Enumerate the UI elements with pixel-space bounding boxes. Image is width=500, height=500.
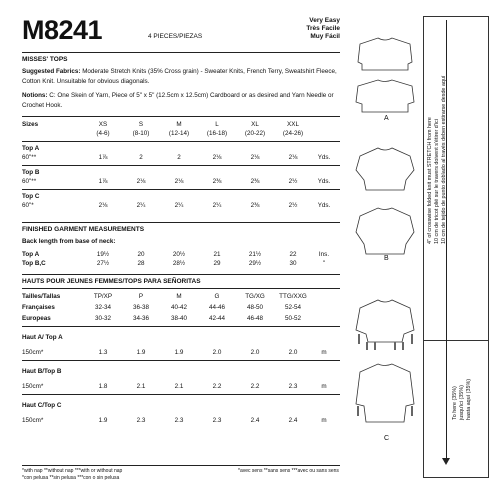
suggested-fabrics-label: Suggested Fabrics: <box>22 68 81 75</box>
metric-value: 2.2 <box>212 383 222 390</box>
size-value: 52-54 <box>284 304 302 311</box>
fabric-width: 60"** <box>22 178 37 185</box>
size-value: 42-44 <box>208 315 226 322</box>
size-header: M <box>176 121 182 128</box>
yardage-row-title <box>22 192 352 201</box>
metric-size-row <box>22 292 352 301</box>
metric-value: 1.9 <box>98 417 108 424</box>
divider <box>22 465 340 466</box>
divider <box>22 116 340 117</box>
difficulty-fr: Très Facile <box>306 25 340 32</box>
yardage-row <box>22 153 352 162</box>
divider <box>22 141 340 142</box>
unit: m <box>321 383 327 390</box>
measurement-row <box>22 250 352 259</box>
footnote-fr: *avec sens **sans sens ***avec ou sans sens <box>238 468 339 474</box>
size-value: 36-38 <box>132 304 150 311</box>
metric-value: 2.1 <box>136 383 146 390</box>
row-label: Top B <box>22 169 40 176</box>
metric-value: 2.0 <box>288 349 298 356</box>
table-cell <box>22 129 84 138</box>
top-b-back-illustration <box>356 208 414 254</box>
pattern-number: M8241 <box>22 15 103 45</box>
size-value: 40-42 <box>170 304 188 311</box>
unit: m <box>321 349 327 356</box>
size-header: M <box>176 293 182 300</box>
metric-value: 1.9 <box>136 349 146 356</box>
size-range: (24-26) <box>282 130 304 137</box>
size-value: 46-48 <box>246 315 264 322</box>
row-label: Top A <box>22 145 40 152</box>
top-a-front-illustration <box>358 38 412 70</box>
row-label: Haut B/Top B <box>22 368 62 375</box>
sizes-header-row <box>22 120 352 129</box>
yardage-value: 1⅞ <box>98 154 108 161</box>
row-label: Europeas <box>22 315 51 322</box>
stretch-to-es: hasta aquí (35%) <box>466 378 472 420</box>
size-value: 48-50 <box>246 304 264 311</box>
measurement-value: 20½ <box>172 251 186 258</box>
size-value: 50-52 <box>284 315 302 322</box>
garment-illustrations <box>348 30 422 460</box>
yardage-value: 2⅛ <box>174 178 184 185</box>
unit: Ins. <box>318 251 330 258</box>
measurement-value: 28 <box>137 260 145 267</box>
table-cell <box>312 303 336 312</box>
metric-value: 2.2 <box>250 383 260 390</box>
top-c-front-illustration <box>356 300 414 342</box>
size-value: 44-46 <box>208 304 226 311</box>
yardage-value: 2 <box>177 154 181 161</box>
stretch-mark <box>423 340 489 341</box>
table-cell <box>312 292 336 301</box>
unit: Yds. <box>317 178 331 185</box>
metric-row-title <box>22 401 352 410</box>
size-header: XL <box>251 121 259 128</box>
metric-value: 2.0 <box>212 349 222 356</box>
measurement-value: 29½ <box>248 260 262 267</box>
yardage-value: 2¼ <box>212 202 222 209</box>
fabric-width: 150cm* <box>22 383 44 390</box>
french-sizes-row <box>22 303 352 312</box>
metric-value: 2.4 <box>288 417 298 424</box>
metric-value: 1.9 <box>174 349 184 356</box>
pieces-count: 4 PIECES/PIEZAS <box>148 33 203 40</box>
yardage-value: 2¼ <box>136 202 146 209</box>
fabric-width: 60"* <box>22 202 34 209</box>
size-value: 32-34 <box>94 304 112 311</box>
size-range: (4-6) <box>96 130 110 137</box>
sizes-range-row <box>22 129 352 138</box>
notions <box>22 91 340 110</box>
sizes-table <box>22 120 352 210</box>
divider <box>22 288 340 289</box>
measurement-value: 20 <box>137 251 145 258</box>
metric-value: 2.3 <box>212 417 222 424</box>
label-a: A <box>384 115 389 122</box>
stretch-gauge-en: 4" of crosswise folded knit must STRETCH from here <box>427 117 433 244</box>
measurement-value: 30 <box>289 260 297 267</box>
suggested-fabrics <box>22 67 340 86</box>
yardage-row <box>22 177 352 186</box>
yardage-value: 2¼ <box>174 202 184 209</box>
size-value: 34-36 <box>132 315 150 322</box>
size-header: TTG/XXG <box>279 293 307 300</box>
footnote-en: *with nap **without nap ***with or without nap <box>22 468 123 474</box>
top-c-back-illustration <box>356 364 414 422</box>
metric-table <box>22 292 352 425</box>
table-cell <box>312 129 336 138</box>
label-c: C <box>384 435 390 442</box>
yardage-value: 1⅞ <box>98 178 108 185</box>
measurement-value: 22 <box>289 251 297 258</box>
stretch-gauge-fr: 10 cm de tricot plié sur le travers doivent s'étirer d'ici <box>434 119 440 244</box>
measurement-value: 27½ <box>96 260 110 267</box>
measurement-value: 21½ <box>248 251 262 258</box>
sizes-label: Tailles/Tallas <box>22 293 61 300</box>
yardage-value: 2⅛ <box>212 154 222 161</box>
size-header: XS <box>98 121 108 128</box>
notions-text: C: One Skein of Yarn, Piece of 5" x 5" (12.5cm x 12.5cm) Cardboard or as desired and Yarn Needle or Crochet Hook. <box>22 92 334 109</box>
measurement-value: 19½ <box>96 251 110 258</box>
sizes-label: Sizes <box>22 121 39 128</box>
metric-value: 2.3 <box>136 417 146 424</box>
unit: Yds. <box>317 154 331 161</box>
suggested-fabrics-text: Moderate Stretch Knits (35% Cross grain) - Sweater Knits, French Terry, Sweatshirt Fleece, Cotton Knit. Unsuitable for obvious diagonals. <box>22 68 337 85</box>
row-label: Top C <box>22 193 40 200</box>
size-range: (20-22) <box>244 130 266 137</box>
metric-row <box>22 348 352 357</box>
size-value: 30-32 <box>94 315 112 322</box>
size-header: TP/XP <box>93 293 113 300</box>
metric-value: 1.8 <box>98 383 108 390</box>
size-range: (8-10) <box>132 130 150 137</box>
finished-table <box>22 250 352 268</box>
divider <box>22 189 340 190</box>
fabric-width: 60"** <box>22 154 37 161</box>
misses-title: MISSES' TOPS <box>22 56 68 63</box>
metric-value: 2.1 <box>174 383 184 390</box>
metric-row-title <box>22 333 352 342</box>
measurement-value: 28½ <box>172 260 186 267</box>
fabric-width: 150cm* <box>22 417 44 424</box>
footnote-es: *con pelusa **sin pelusa ***con o sin pelusa <box>22 475 120 481</box>
yardage-value: 2⅜ <box>250 178 260 185</box>
size-value: 38-40 <box>170 315 188 322</box>
metric-value: 2.4 <box>250 417 260 424</box>
row-label: Top B,C <box>22 260 46 267</box>
stretch-to-en: To here (35%) <box>452 386 458 420</box>
spanish-title: HAUTS POUR JEUNES FEMMES/TOPS PARA SEÑORITAS <box>22 278 201 285</box>
notions-label: Notions: <box>22 92 48 99</box>
yardage-value: 2⅜ <box>212 178 222 185</box>
top-b-front-illustration <box>356 148 414 190</box>
row-label: Françaises <box>22 304 55 311</box>
yardage-value: 2⅛ <box>288 154 298 161</box>
metric-value: 2.3 <box>174 417 184 424</box>
divider <box>22 326 340 327</box>
difficulty-es: Muy Fácil <box>310 33 340 40</box>
row-label: Haut C/Top C <box>22 402 62 409</box>
metric-value: 2.3 <box>288 383 298 390</box>
size-range: (12-14) <box>168 130 190 137</box>
row-label: Top A <box>22 251 40 258</box>
size-header: S <box>138 121 144 128</box>
yardage-row <box>22 201 352 210</box>
stretch-to-fr: jusqu'ici (35%) <box>459 385 465 420</box>
divider <box>22 165 340 166</box>
yardage-value: 2½ <box>288 202 298 209</box>
yardage-value: 2⅜ <box>250 202 260 209</box>
difficulty-rating <box>298 17 340 41</box>
divider <box>22 360 340 361</box>
size-header: XXL <box>287 121 299 128</box>
yardage-row-title <box>22 144 352 153</box>
metric-row <box>22 382 352 391</box>
metric-row-title <box>22 367 352 376</box>
measurement-value: 29 <box>213 260 221 267</box>
yardage-value: 2 <box>139 154 143 161</box>
size-header: P <box>138 293 144 300</box>
divider <box>22 274 340 275</box>
size-header: G <box>214 293 220 300</box>
stretch-arrow-line <box>446 20 447 260</box>
row-label: Haut A/ Top A <box>22 334 63 341</box>
stretch-gauge-es: 10 cm de tejido de punto doblado al través deben estirarse desde aquí <box>441 75 447 244</box>
yardage-value: 2½ <box>288 178 298 185</box>
metric-value: 2.0 <box>250 349 260 356</box>
stretch-arrow-line <box>446 260 447 460</box>
label-b: B <box>384 255 389 262</box>
metric-value: 1.3 <box>98 349 108 356</box>
unit: " <box>322 260 326 267</box>
metric-row <box>22 416 352 425</box>
divider <box>22 222 340 223</box>
yardage-value: 2⅛ <box>250 154 260 161</box>
measurement-row <box>22 259 352 268</box>
unit: m <box>321 417 327 424</box>
size-range: (16-18) <box>206 130 228 137</box>
divider <box>22 52 340 53</box>
yardage-value: 2⅛ <box>136 178 146 185</box>
size-header: L <box>215 121 219 128</box>
arrow-down-icon <box>442 458 450 465</box>
measurement-value: 21 <box>213 251 221 258</box>
difficulty-en: Very Easy <box>309 17 340 24</box>
back-length-label: Back length from base of neck: <box>22 238 116 245</box>
unit: Yds. <box>317 202 331 209</box>
yardage-value: 2⅛ <box>98 202 108 209</box>
table-cell <box>312 314 336 323</box>
table-cell <box>312 120 336 129</box>
fabric-width: 150cm* <box>22 349 44 356</box>
top-a-back-illustration <box>356 80 414 112</box>
divider <box>22 394 340 395</box>
size-header: TG/XG <box>245 293 265 300</box>
european-sizes-row <box>22 314 352 323</box>
finished-measurements-title: FINISHED GARMENT MEASUREMENTS <box>22 226 145 233</box>
yardage-row-title <box>22 168 352 177</box>
